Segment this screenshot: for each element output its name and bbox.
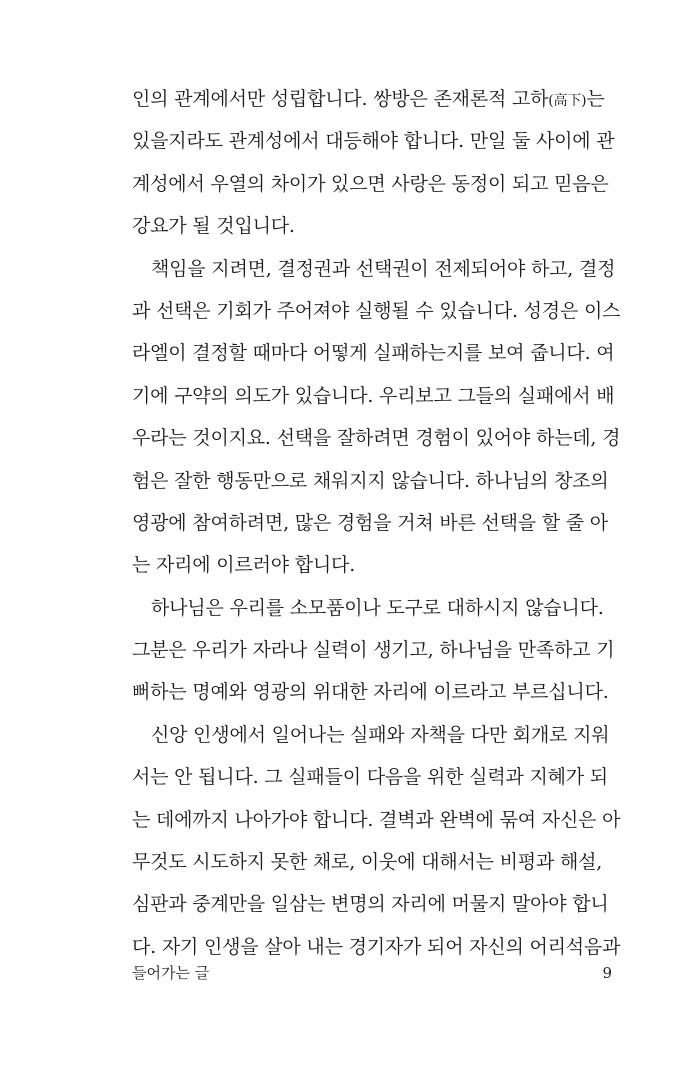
page-number: 9 xyxy=(602,964,612,982)
text-line: 책임을 지려면, 결정권과 선택권이 전제되어야 하고, 결정 xyxy=(151,257,616,280)
text-line: 다. 자기 인생을 살아 내는 경기자가 되어 자신의 어리석음과 xyxy=(132,935,621,958)
text-line: 신앙 인생에서 일어나는 실패와 자책을 다만 회개로 지워 xyxy=(151,723,610,746)
running-footer-title: 들어가는 글 xyxy=(132,964,210,982)
text-line: 하나님은 우리를 소모품이나 도구로 대하시지 않습니다. xyxy=(151,596,604,619)
text-line: 무것도 시도하지 못한 채로, 이웃에 대해서는 비평과 해설, xyxy=(132,851,603,874)
text-line: 뻐하는 명예와 영광의 위대한 자리에 이르라고 부르십니다. xyxy=(132,681,609,704)
text-line: 있을지라도 관계성에서 대등해야 합니다. 만일 둘 사이에 관 xyxy=(132,130,615,153)
text-line: 는 자리에 이르러야 합니다. xyxy=(132,554,356,577)
text-line: 영광에 참여하려면, 많은 경험을 거쳐 바른 선택을 할 줄 아 xyxy=(132,511,608,534)
text-line: 강요가 될 것입니다. xyxy=(132,215,295,238)
text-line: 우라는 것이지요. 선택을 잘하려면 경험이 있어야 하는데, 경 xyxy=(132,427,621,450)
text-line: 심판과 중계만을 일삼는 변명의 자리에 머물지 말아야 합니 xyxy=(132,893,609,916)
text-line: 그분은 우리가 자라나 실력이 생기고, 하나님을 만족하고 기 xyxy=(132,639,615,662)
text-line: 기에 구약의 의도가 있습니다. 우리보고 그들의 실패에서 배 xyxy=(132,384,615,407)
text-line: 인의 관계에서만 성립합니다. 쌍방은 존재론적 고하(高下)는 xyxy=(132,88,605,110)
text-line: 과 선택은 기회가 주어져야 실행될 수 있습니다. 성경은 이스 xyxy=(132,299,621,322)
text-line: 험은 잘한 행동만으로 채워지지 않습니다. 하나님의 창조의 xyxy=(132,469,609,492)
text-line: 계성에서 우열의 차이가 있으면 사랑은 동정이 되고 믿음은 xyxy=(132,172,609,195)
text-line: 라엘이 결정할 때마다 어떻게 실패하는지를 보여 줍니다. 여 xyxy=(132,342,615,365)
body-text xyxy=(132,78,621,968)
text-line: 서는 안 됩니다. 그 실패들이 다음을 위한 실력과 지혜가 되 xyxy=(132,766,608,789)
text-line: 는 데에까지 나아가야 합니다. 결벽과 완벽에 묶여 자신은 아 xyxy=(132,808,621,831)
